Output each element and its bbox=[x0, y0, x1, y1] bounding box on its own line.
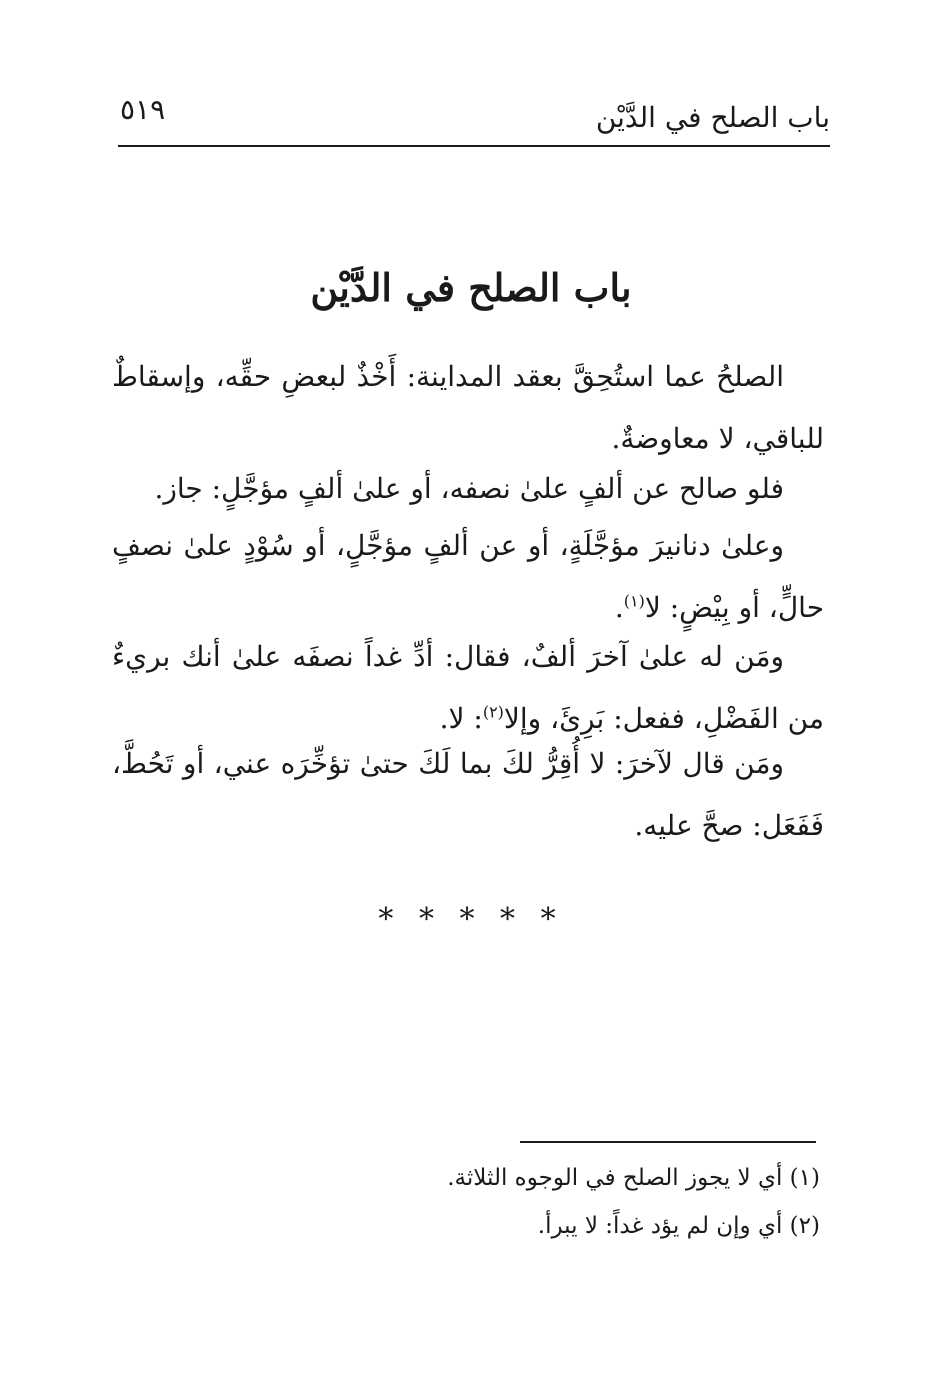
paragraph-text: ومَن له علىٰ آخرَ ألفٌ، فقال: أدِّ غداً نصفَه علىٰ أنك بريءٌ من الفَضْلِ، ففعل: بَرِئَ، وإلا bbox=[112, 640, 824, 735]
chapter-title: باب الصلح في الدَّيْن bbox=[310, 265, 632, 310]
paragraph-text: فلو صالح عن ألفٍ علىٰ نصفه، أو علىٰ ألفٍ مؤجَّلٍ: جاز. bbox=[154, 472, 784, 505]
header-rule bbox=[118, 145, 830, 147]
footnote-rule bbox=[520, 1141, 816, 1143]
page-number: ٥١٩ bbox=[120, 93, 166, 126]
section-divider: * * * * * bbox=[378, 902, 564, 937]
paragraph-conditional-release bbox=[112, 626, 824, 750]
paragraph-tail: . bbox=[614, 591, 624, 624]
paragraph-definition bbox=[112, 346, 824, 470]
paragraph-prohibited-cases bbox=[112, 515, 824, 639]
paragraph-tail: : لا. bbox=[439, 702, 483, 735]
running-header-title: باب الصلح في الدَّيْن bbox=[595, 101, 830, 134]
paragraph-text: الصلحُ عما استُحِقَّ بعقد المداينة: أَخْذٌ لبعضِ حقِّه، وإسقاطٌ للباقي، لا معاوضةٌ. bbox=[112, 360, 824, 455]
paragraph-acknowledgment bbox=[112, 733, 824, 857]
footnote-ref-1[interactable]: (١) bbox=[623, 591, 645, 611]
footnote-2: (٢) أي وإن لم يؤد غداً: لا يبرأ. bbox=[537, 1213, 820, 1239]
paragraph-permitted-case bbox=[112, 458, 824, 520]
footnote-ref-2[interactable]: (٢) bbox=[482, 702, 504, 722]
footnote-1: (١) أي لا يجوز الصلح في الوجوه الثلاثة. bbox=[447, 1165, 820, 1191]
paragraph-text: وعلىٰ دنانيرَ مؤجَّلَةٍ، أو عن ألفٍ مؤجَّلٍ، أو سُوْدٍ علىٰ نصفٍ حالٍّ، أو بِيْضٍ: لا bbox=[112, 529, 824, 624]
paragraph-text: ومَن قال لآخرَ: لا أُقِرُّ لكَ بما لَكَ حتىٰ تؤخِّرَه عني، أو تَحُطَّ، فَفَعَل: صحَّ عليه. bbox=[112, 747, 824, 842]
